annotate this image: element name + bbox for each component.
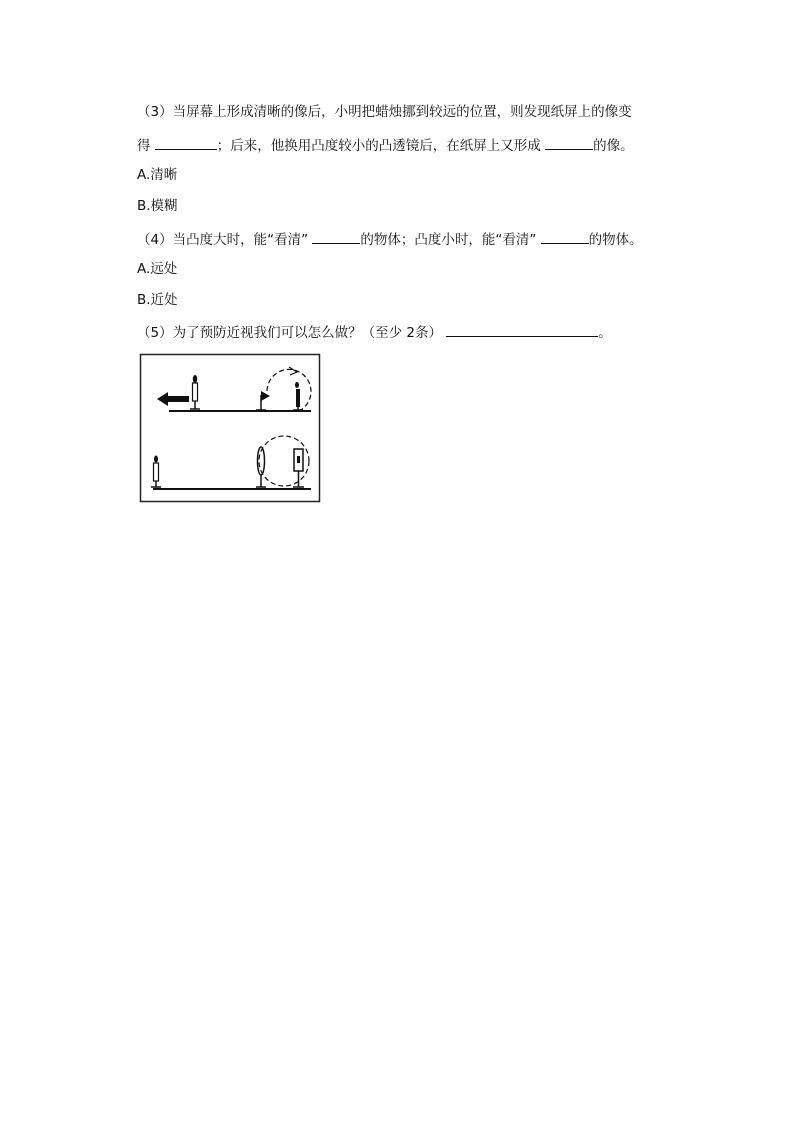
q4-option-b	[137, 291, 178, 309]
q4-text-pre: （4）当凸度大时，能“看清”	[137, 232, 313, 248]
experiment-figure	[139, 353, 321, 503]
q4-line	[137, 229, 643, 249]
screen-icon	[293, 382, 303, 410]
q3-text-mid: ；后来，他换用凸度较小的凸透镜后，在纸屏上又形成	[216, 138, 546, 154]
q3-line1	[137, 103, 632, 121]
eye-outline-dashed	[267, 367, 311, 411]
convex-lens-icon	[256, 447, 266, 487]
q3-text-pre: 得	[137, 138, 155, 154]
q4-text-post: 的物体。	[588, 232, 643, 248]
q3-blank-2[interactable]	[545, 135, 593, 150]
q5-blank[interactable]	[446, 322, 598, 337]
lens-holder-icon	[256, 391, 270, 410]
arrow-left-icon	[157, 392, 189, 406]
bottom-setup	[151, 436, 311, 489]
candle-icon	[151, 456, 161, 488]
q3-text-line1: （3）当屏幕上形成清晰的像后，小明把蜡烛挪到较远的位置，则发现纸屏上的像变	[137, 104, 632, 120]
q5-line	[137, 322, 612, 342]
q3-option-b-text: B.模糊	[137, 198, 178, 214]
candle-icon	[190, 375, 200, 409]
q4-option-a-text: A.远处	[137, 261, 178, 277]
q4-blank-2[interactable]	[541, 229, 589, 244]
q4-option-b-text: B.近处	[137, 292, 178, 308]
q3-option-b	[137, 197, 178, 215]
q3-line2	[137, 135, 634, 155]
screen-icon	[293, 449, 304, 487]
q4-blank-1[interactable]	[312, 229, 360, 244]
q3-blank-1[interactable]	[155, 135, 217, 150]
q5-text-pre: （5）为了预防近视我们可以怎么做？（至少 2条）	[137, 325, 447, 341]
q4-text-mid: 的物体；凸度小时，能“看清”	[360, 232, 541, 248]
q3-option-a-text: A.清晰	[137, 167, 178, 183]
q3-option-a	[137, 166, 177, 184]
q3-text-post: 的像。	[593, 138, 634, 154]
q5-text-post: 。	[598, 325, 612, 341]
q4-option-a	[137, 260, 177, 278]
top-setup	[157, 367, 311, 411]
figure-frame	[141, 355, 320, 502]
